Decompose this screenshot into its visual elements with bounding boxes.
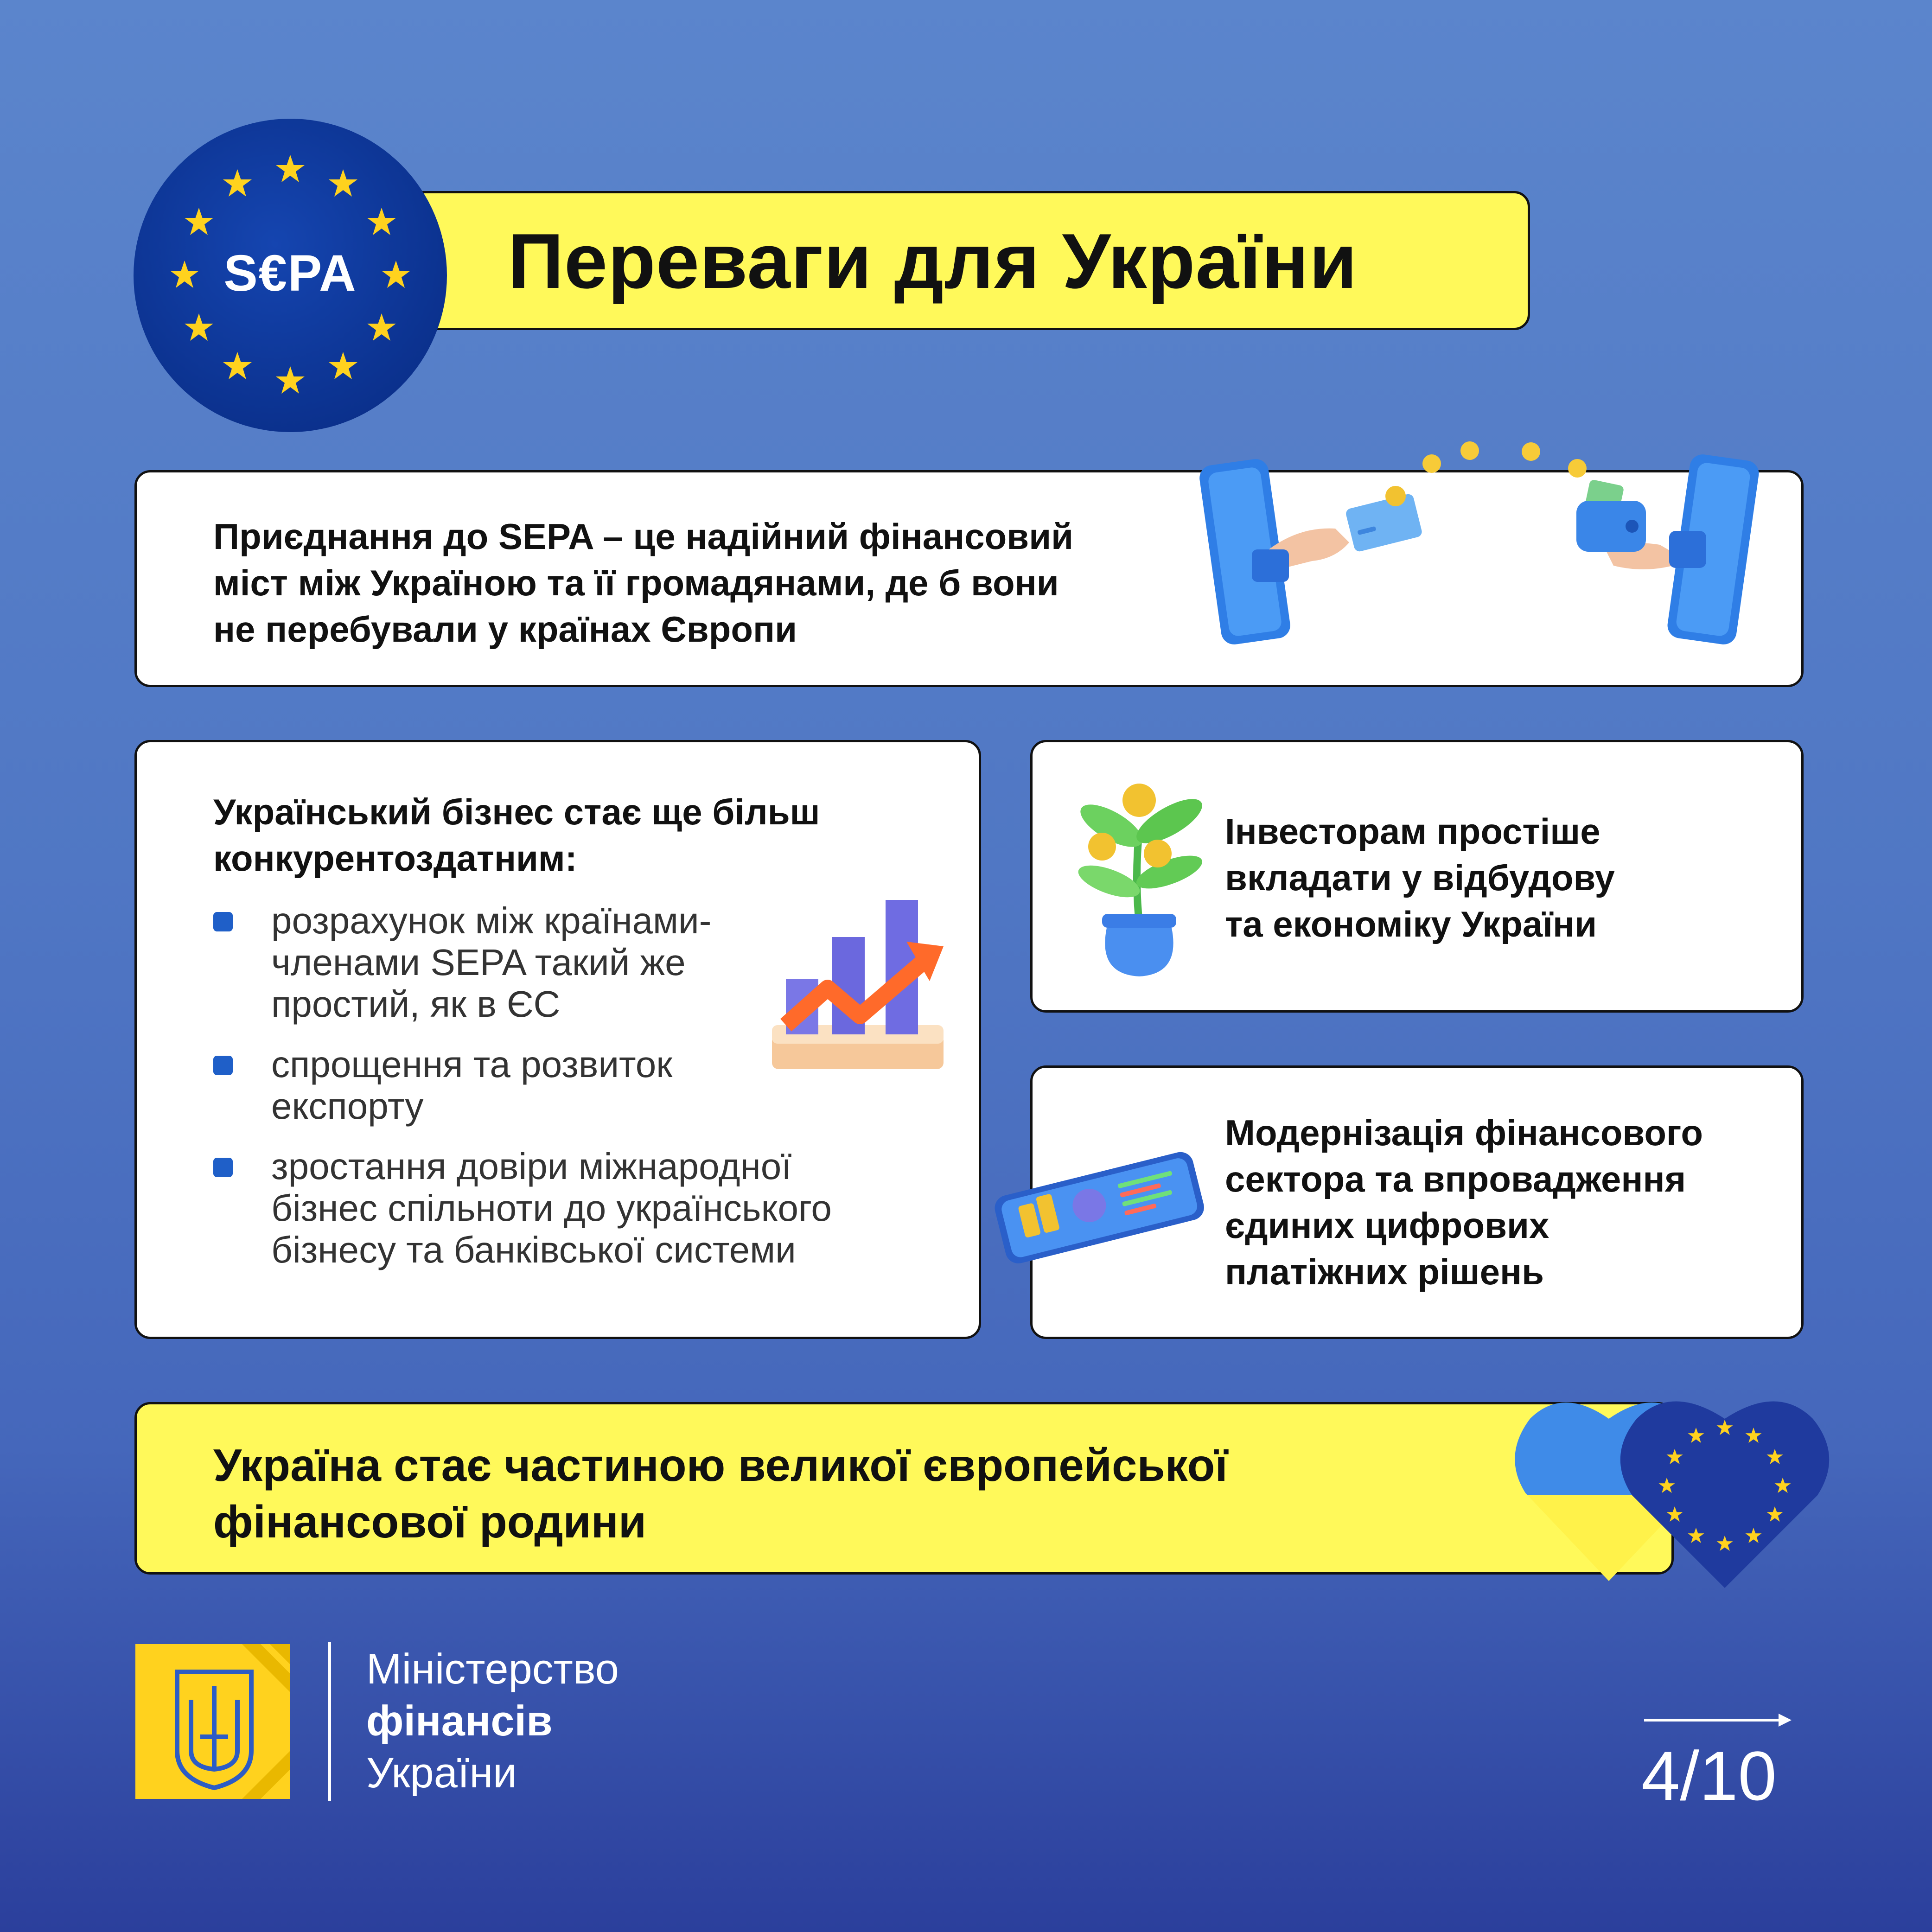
modernization-text bbox=[1225, 1109, 1703, 1295]
bullet-icon bbox=[213, 912, 233, 931]
page-counter: 4/10 bbox=[1641, 1737, 1777, 1815]
bullet-text-line: розрахунок між країнами- bbox=[271, 900, 712, 941]
arrow-right-icon bbox=[1644, 1711, 1792, 1729]
bullet-text-line: зростання довіри міжнародної bbox=[271, 1146, 792, 1187]
bridge-text-line: Приєднання до SEPA – це надійний фінансовий bbox=[213, 516, 1074, 557]
bridge-text-line: не перебували у країнах Європи bbox=[213, 609, 797, 650]
investors-text-line: Інвесторам простіше bbox=[1225, 811, 1600, 852]
phones-transfer-icon bbox=[1196, 436, 1771, 649]
bridge-text-line: міст між Україною та її громадянами, де б вони bbox=[213, 562, 1059, 603]
money-transfer-illustration bbox=[1196, 436, 1771, 649]
modernization-text-line: єдиних цифрових bbox=[1225, 1205, 1549, 1246]
ministry-name bbox=[366, 1643, 619, 1799]
family-banner bbox=[134, 1402, 1674, 1575]
footer-divider bbox=[328, 1642, 331, 1801]
ministry-logo bbox=[135, 1644, 290, 1799]
phone-dashboard-icon bbox=[988, 1145, 1210, 1266]
sepa-logo-text: S€PA bbox=[223, 245, 357, 302]
trident-emblem-icon bbox=[135, 1644, 290, 1799]
card-business-competitiveness bbox=[134, 740, 981, 1339]
bullet-text-line: бізнес спільноти до українського bbox=[271, 1187, 832, 1229]
bullet-icon bbox=[213, 1158, 233, 1177]
digital-payments-illustration bbox=[988, 1145, 1210, 1266]
bullet-text bbox=[271, 1044, 672, 1127]
ukraine-eu-hearts-icon bbox=[1511, 1377, 1845, 1590]
modernization-text-line: сектора та впровадження bbox=[1225, 1159, 1686, 1199]
ministry-name-line: фінансів bbox=[366, 1697, 553, 1745]
bullet-text-line: простий, як в ЄС bbox=[271, 983, 561, 1025]
money-plant-illustration bbox=[1070, 775, 1209, 983]
bullet-text bbox=[271, 900, 711, 1025]
business-heading-line: конкурентоздатним: bbox=[213, 838, 577, 879]
modernization-text-line: платіжних рішень bbox=[1225, 1251, 1544, 1292]
growth-chart-icon bbox=[767, 900, 962, 1081]
next-page-arrow[interactable] bbox=[1644, 1711, 1792, 1729]
investors-text-line: вкладати у відбудову bbox=[1225, 857, 1615, 898]
modernization-text-line: Модернізація фінансового bbox=[1225, 1112, 1703, 1153]
ministry-name-line: Міністерство bbox=[366, 1645, 619, 1693]
money-plant-icon bbox=[1070, 775, 1209, 983]
business-heading-line: Український бізнес стає ще більш bbox=[213, 791, 820, 832]
bridge-text bbox=[213, 513, 1073, 652]
investors-text bbox=[1225, 808, 1615, 947]
bullet-icon bbox=[213, 1056, 233, 1075]
sepa-eu-logo bbox=[134, 119, 447, 432]
business-heading bbox=[213, 789, 820, 881]
bullet-text-line: членами SEPA такий же bbox=[271, 942, 686, 983]
family-banner-line: фінансової родини bbox=[213, 1496, 647, 1547]
bullet-text bbox=[271, 1146, 832, 1271]
card-investors bbox=[1030, 740, 1804, 1013]
investors-text-line: та економіку України bbox=[1225, 904, 1597, 944]
growth-chart-illustration bbox=[767, 900, 962, 1081]
bullet-text-line: експорту bbox=[271, 1085, 424, 1127]
family-banner-line: Україна стає частиною великої європейської bbox=[213, 1440, 1228, 1491]
bullet-text-line: спрощення та розвиток bbox=[271, 1044, 673, 1085]
ministry-name-line: України bbox=[366, 1749, 517, 1797]
title-banner bbox=[408, 191, 1530, 330]
family-banner-text bbox=[213, 1437, 1228, 1550]
bullet-text-line: бізнесу та банківської системи bbox=[271, 1229, 796, 1270]
hearts-illustration bbox=[1511, 1377, 1845, 1590]
page-title: Переваги для України bbox=[508, 217, 1358, 305]
